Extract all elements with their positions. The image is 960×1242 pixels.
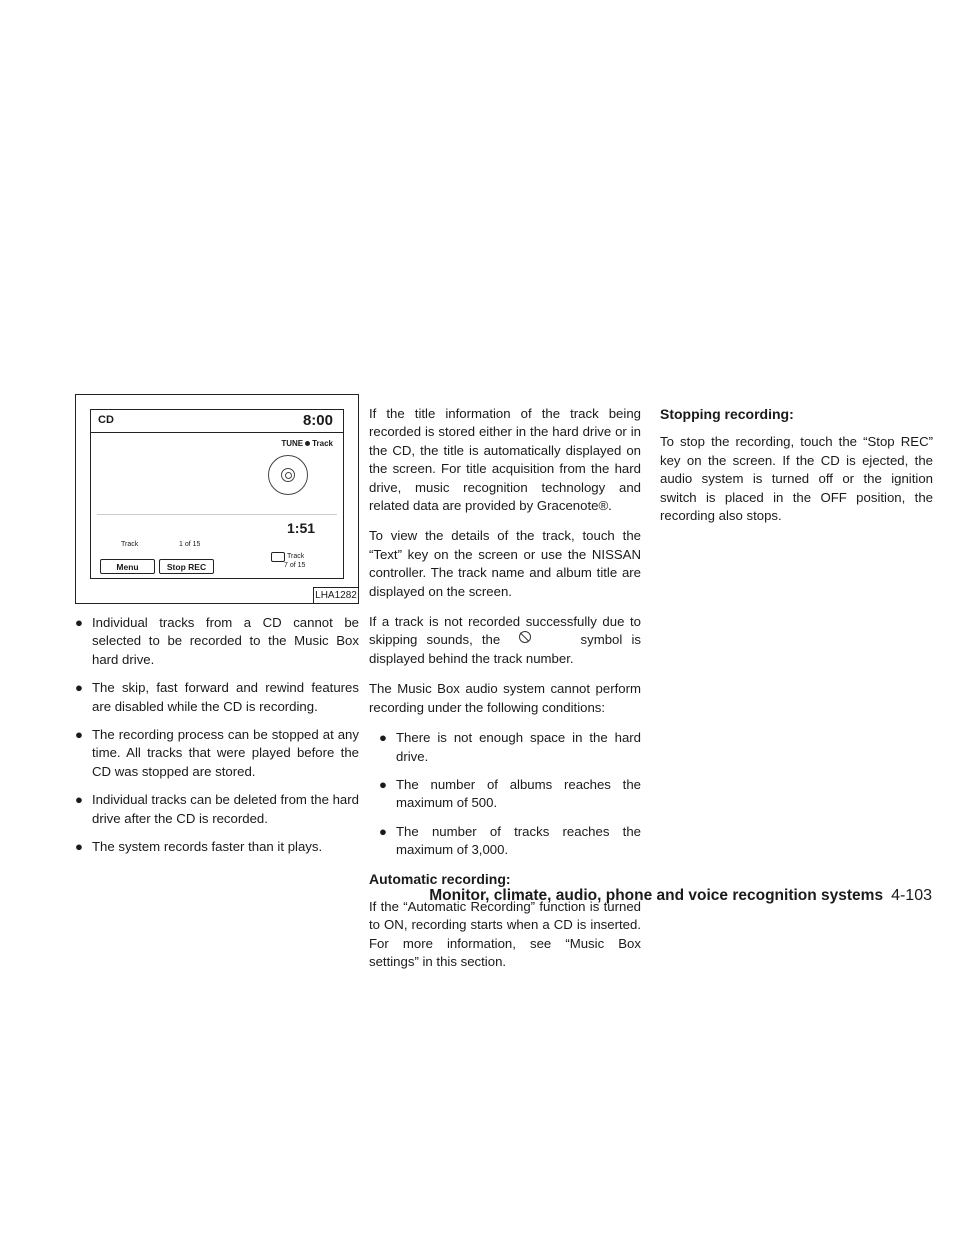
section-title: Monitor, climate, audio, phone and voice recognition systems <box>429 887 884 904</box>
paragraph-stopping-recording: To stop the recording, touch the “Stop REC” key on the screen. If the CD is ejected, the audio system is turned off or the ignition switch is placed in the OFF position, the recording also stops. <box>660 434 933 524</box>
stop-rec-button[interactable]: Stop REC <box>159 559 214 574</box>
skip-text-before: If a track is not recorded successfully due to skipping sounds, the <box>369 614 641 648</box>
bullet-dot: ● <box>379 823 387 839</box>
condition-text: There is not enough space in the hard drive. <box>396 730 641 764</box>
tune-indicator <box>281 439 333 448</box>
bullet-dot: ● <box>75 839 83 855</box>
menu-button[interactable]: Menu <box>100 559 155 574</box>
page-number: 4-103 <box>891 887 932 904</box>
column-right <box>660 405 933 537</box>
tune-label: TUNE <box>281 439 304 448</box>
bullet-dot: ● <box>379 730 387 746</box>
column-left <box>75 614 359 866</box>
track-counter: 1 of 15 <box>179 541 201 548</box>
bullet-text: The skip, fast forward and rewind features are disabled while the CD is recording. <box>92 680 359 714</box>
tune-dot-icon <box>305 441 310 446</box>
cd-disc-icon <box>268 455 308 495</box>
paragraph-title-info: If the title information of the track being recorded is stored either in the hard drive or in the CD, the title is automatically displayed on the screen. For title acquisition from the hard drive, music recognition technology and related data are provided by Gracenote®. <box>369 406 641 514</box>
skip-symbol-icon <box>519 631 531 643</box>
track-label: Track <box>121 541 139 548</box>
cd-screen <box>90 409 344 579</box>
side-track-counter: 7 of 15 <box>284 562 306 569</box>
bullet-item <box>75 838 359 856</box>
bullet-dot: ● <box>75 680 83 696</box>
bullet-dot: ● <box>75 727 83 743</box>
screen-divider <box>97 514 337 515</box>
bullet-text: The recording process can be stopped at any time. All tracks that were played before the CD was stopped are stored. <box>92 727 359 779</box>
bullet-dot: ● <box>75 792 83 808</box>
clock: 8:00 <box>302 412 333 429</box>
bullet-text: Individual tracks from a CD cannot be selected to be recorded to the Music Box hard drive. <box>92 615 359 667</box>
bullet-item <box>75 614 359 669</box>
conditions-list <box>379 729 641 859</box>
condition-item <box>379 776 641 813</box>
bullet-item <box>75 791 359 828</box>
side-track-label: Track <box>287 553 305 560</box>
figure-code: LHA1282 <box>313 587 358 603</box>
page-footer <box>429 887 932 905</box>
bullet-dot: ● <box>75 615 83 630</box>
heading-automatic-recording: Automatic recording: <box>369 870 511 887</box>
condition-text: The number of albums reaches the maximum of 500. <box>396 776 641 811</box>
condition-text: The number of tracks reaches the maximum of 3,000. <box>396 823 641 858</box>
skip-symbol-slot <box>509 635 571 647</box>
screen-header <box>91 410 343 433</box>
condition-item <box>379 729 641 766</box>
heading-stopping-recording: Stopping recording: <box>660 406 794 422</box>
paragraph-automatic-recording: If the “Automatic Recording” function is turned to ON, recording starts when a CD is inserted. For more information, see “Music Box settings” in this section. <box>369 898 641 970</box>
paragraph-skip-symbol <box>369 613 641 668</box>
paragraph-conditions-intro: The Music Box audio system cannot perform recording under the following conditions: <box>369 681 641 715</box>
elapsed-time: 1:51 <box>287 520 316 536</box>
bullet-dot: ● <box>379 776 387 792</box>
bullet-text: Individual tracks can be deleted from the hard drive after the CD is recorded. <box>92 792 359 826</box>
paragraph-text-key: To view the details of the track, touch the “Text” key on the screen or use the NISSAN controller. The track name and album title are displayed on the screen. <box>369 528 641 599</box>
tune-suffix: Track <box>312 439 333 448</box>
bullet-item <box>75 679 359 716</box>
disc-hole <box>285 472 292 479</box>
condition-item <box>379 823 641 860</box>
disc-inner-ring <box>281 468 295 482</box>
cd-recording-screen-figure <box>75 394 359 604</box>
bullet-text: The system records faster than it plays. <box>92 839 323 855</box>
screen-title: CD <box>98 414 114 426</box>
recording-box-icon <box>271 552 285 562</box>
bullet-item <box>75 726 359 781</box>
skip-text-after: symbol is displayed behind the track number. <box>369 632 641 666</box>
